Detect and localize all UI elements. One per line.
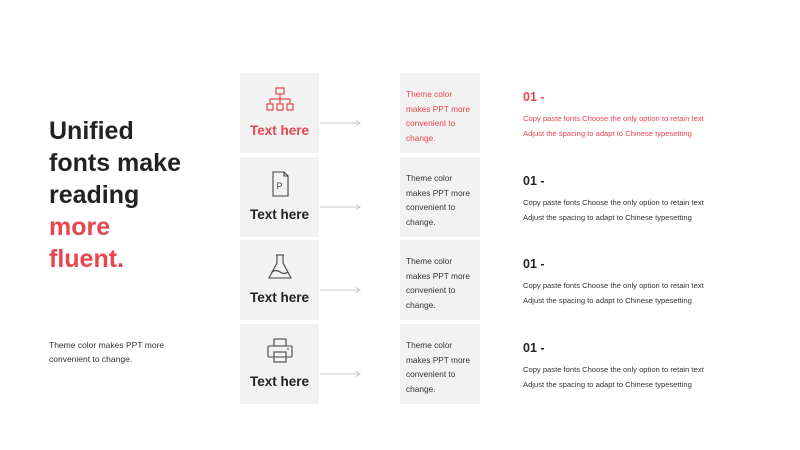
- arrow-right-icon: [320, 197, 362, 215]
- feature-card[interactable]: [240, 240, 319, 320]
- feature-row-1: [0, 73, 800, 153]
- feature-card[interactable]: [240, 324, 319, 404]
- step-detail-line-2: Adjust the spacing to adapt to Chinese typesetting: [523, 212, 692, 222]
- ppt-file-icon: [266, 171, 294, 197]
- feature-card[interactable]: [240, 157, 319, 237]
- step-detail-line-1: Copy paste fonts Choose the only option to retain text: [523, 114, 704, 123]
- step-detail-line-2: Adjust the spacing to adapt to Chinese typesetting: [523, 128, 692, 138]
- description-box: Theme color makes PPT more convenient to change.: [400, 240, 480, 320]
- step-detail-line-1: Copy paste fonts Choose the only option to retain text: [523, 365, 704, 374]
- step-detail: [523, 279, 753, 308]
- step-number: 01 -: [523, 174, 545, 188]
- feature-card[interactable]: [240, 73, 319, 153]
- feature-card-label: Text here: [249, 123, 310, 138]
- feature-card-label: Text here: [249, 207, 310, 222]
- step-detail-line-2: Adjust the spacing to adapt to Chinese typesetting: [523, 379, 692, 389]
- arrow-right-icon: [320, 364, 362, 382]
- svg-text:P: P: [276, 181, 283, 191]
- step-number: 01 -: [523, 90, 545, 104]
- arrow-right-icon: [320, 280, 362, 298]
- step-detail: [523, 363, 753, 392]
- description-box: Theme color makes PPT more convenient to change.: [400, 324, 480, 404]
- step-detail: [523, 112, 753, 141]
- description-box: Theme color makes PPT more convenient to change.: [400, 157, 480, 237]
- description-box: Theme color makes PPT more convenient to change.: [400, 73, 480, 153]
- step-detail: [523, 196, 753, 225]
- headline-accent-1: more: [49, 213, 111, 241]
- feature-row-4: [0, 324, 800, 404]
- headline-line-2: fonts make: [49, 149, 181, 177]
- printer-icon: [266, 338, 294, 364]
- step-detail-line-1: Copy paste fonts Choose the only option to retain text: [523, 198, 704, 207]
- arrow-right-icon: [320, 113, 362, 131]
- step-detail-line-2: Adjust the spacing to adapt to Chinese typesetting: [523, 295, 692, 305]
- feature-row-3: [0, 240, 800, 320]
- feature-row-2: [0, 157, 800, 237]
- step-detail-line-1: Copy paste fonts Choose the only option to retain text: [523, 281, 704, 290]
- org-chart-icon: [266, 87, 294, 113]
- step-number: 01 -: [523, 257, 545, 271]
- headline-accent-2: fluent.: [49, 245, 124, 273]
- side-note: Theme color makes PPT more convenient to change.: [49, 340, 165, 364]
- step-number: 01 -: [523, 341, 545, 355]
- feature-card-label: Text here: [249, 290, 310, 305]
- flask-icon: [266, 254, 294, 280]
- feature-card-label: Text here: [249, 374, 310, 389]
- headline-line-3: reading: [49, 181, 140, 209]
- headline-line-1: Unified: [49, 117, 134, 145]
